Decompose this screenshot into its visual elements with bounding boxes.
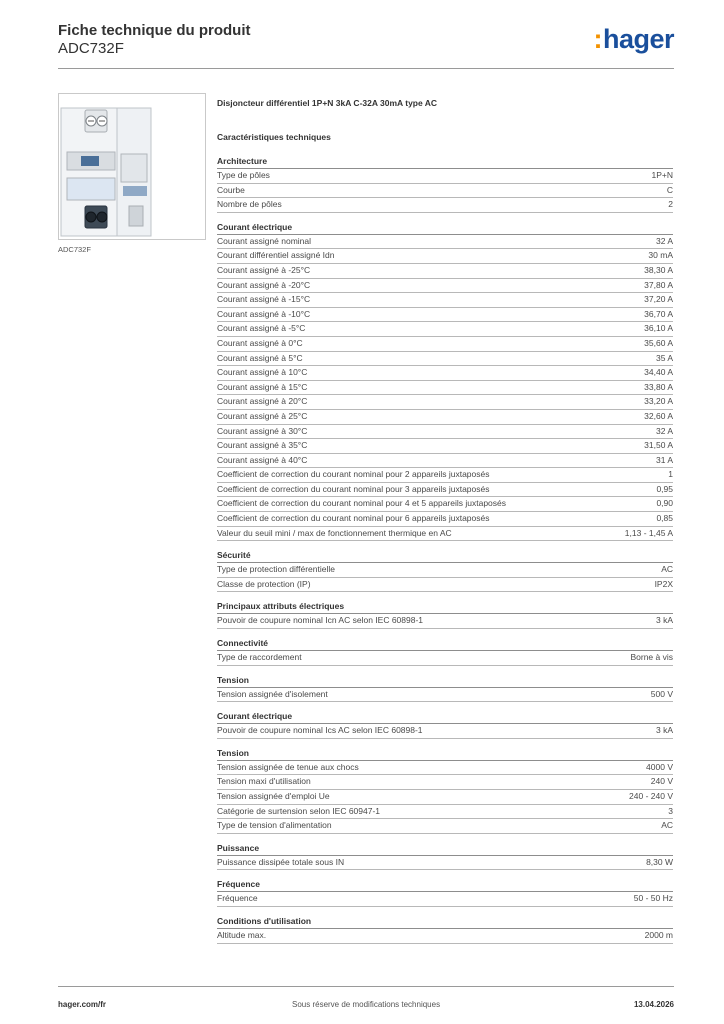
spec-row [217, 184, 673, 199]
footer-date: 13.04.2026 [633, 1000, 674, 1009]
spec-label: Courant assigné à -10°C [217, 308, 311, 319]
spec-section [217, 155, 673, 213]
section-title: Courant électrique [217, 221, 673, 235]
spec-value: 8,30 W [646, 856, 673, 867]
spec-value: 34,40 A [644, 367, 673, 378]
spec-label: Courant assigné à -5°C [217, 323, 306, 334]
spec-section [217, 747, 673, 834]
spec-section [217, 674, 673, 703]
spec-label: Altitude max. [217, 929, 267, 940]
spec-value: 2000 m [644, 929, 673, 940]
spec-row [217, 856, 673, 871]
spec-value: 33,20 A [644, 396, 673, 407]
spec-label: Courant assigné à -20°C [217, 279, 311, 290]
spec-value: 500 V [650, 688, 673, 699]
spec-sections [217, 155, 673, 944]
spec-row [217, 198, 673, 213]
spec-label: Nombre de pôles [217, 199, 282, 210]
spec-value: Borne à vis [630, 652, 673, 663]
spec-value: 3 kA [655, 615, 673, 626]
spec-value: 32,60 A [644, 410, 673, 421]
spec-value: 38,30 A [644, 264, 673, 275]
spec-label: Courant différentiel assigné Idn [217, 250, 335, 261]
hager-logo [593, 24, 674, 55]
spec-row [217, 439, 673, 454]
spec-row [217, 614, 673, 629]
spec-label: Courant assigné à 15°C [217, 381, 308, 392]
section-title: Puissance [217, 842, 673, 856]
spec-row [217, 235, 673, 250]
spec-value: 31,50 A [644, 440, 673, 451]
spec-row [217, 322, 673, 337]
spec-section [217, 842, 673, 871]
spec-value: 4000 V [646, 761, 673, 772]
spec-label: Courant assigné à -25°C [217, 264, 311, 275]
spec-value: AC [661, 820, 673, 831]
footer-website-link[interactable]: hager.com/fr [58, 1000, 107, 1009]
spec-row [217, 578, 673, 593]
spec-value: 37,20 A [644, 294, 673, 305]
spec-label: Type de pôles [217, 170, 270, 180]
spec-label: Type de raccordement [217, 652, 302, 663]
product-image [58, 93, 206, 240]
spec-row [217, 395, 673, 410]
spec-row [217, 249, 673, 264]
spec-label: Pouvoir de coupure nominal Ics AC selon IEC 60898-1 [217, 725, 423, 736]
spec-label: Type de protection différentielle [217, 564, 335, 575]
spec-value: 37,80 A [644, 279, 673, 290]
spec-label: Courant assigné à -15°C [217, 294, 311, 305]
page-footer [58, 986, 674, 1009]
spec-row [217, 527, 673, 542]
section-title: Connectivité [217, 637, 673, 651]
spec-label: Coefficient de correction du courant nominal pour 2 appareils juxtaposés [217, 469, 490, 480]
spec-value: 31 A [655, 454, 673, 465]
spec-row [217, 929, 673, 944]
spec-value: 2 [668, 199, 673, 210]
spec-row [217, 425, 673, 440]
spec-value: 36,70 A [644, 308, 673, 319]
spec-value: 1,13 - 1,45 A [624, 527, 673, 538]
spec-value: 30 mA [648, 250, 673, 261]
spec-value: 0,95 [656, 483, 673, 494]
spec-value: 33,80 A [644, 381, 673, 392]
spec-label: Courant assigné à 10°C [217, 367, 308, 378]
document-title: Fiche technique du produit [58, 22, 251, 39]
spec-row [217, 724, 673, 739]
spec-row [217, 651, 673, 666]
spec-label: Courbe [217, 184, 245, 195]
spec-value: IP2X [654, 578, 673, 589]
spec-label: Courant assigné à 30°C [217, 425, 308, 436]
spec-value: 3 kA [655, 725, 673, 736]
spec-label: Coefficient de correction du courant nominal pour 3 appareils juxtaposés [217, 483, 490, 494]
spec-row [217, 483, 673, 498]
spec-label: Courant assigné à 5°C [217, 352, 303, 363]
spec-row [217, 454, 673, 469]
spec-section [217, 600, 673, 629]
page-header [58, 20, 674, 69]
section-title: Fréquence [217, 878, 673, 892]
spec-row [217, 790, 673, 805]
spec-row [217, 497, 673, 512]
spec-label: Courant assigné à 20°C [217, 396, 308, 407]
spec-row [217, 169, 673, 184]
spec-row [217, 805, 673, 820]
spec-row [217, 337, 673, 352]
spec-value: 32 A [655, 425, 673, 436]
spec-value: 0,90 [656, 498, 673, 509]
spec-row [217, 688, 673, 703]
spec-row [217, 775, 673, 790]
section-title: Tension [217, 747, 673, 761]
section-title: Principaux attributs électriques [217, 600, 673, 614]
spec-value: AC [661, 564, 673, 575]
spec-row [217, 410, 673, 425]
spec-row [217, 279, 673, 294]
spec-value: 1P+N [651, 170, 673, 180]
spec-row [217, 264, 673, 279]
specifications-panel [217, 96, 673, 944]
spec-value: C [666, 184, 673, 195]
spec-section [217, 221, 673, 541]
image-caption: ADC732F [58, 245, 91, 254]
spec-label: Puissance dissipée totale sous IN [217, 856, 345, 867]
spec-label: Courant assigné nominal [217, 235, 312, 246]
spec-section [217, 878, 673, 907]
logo-mark: : [593, 24, 602, 54]
circuit-breaker-illustration [59, 94, 205, 239]
spec-value: 35 A [655, 352, 673, 363]
spec-row [217, 468, 673, 483]
spec-row [217, 293, 673, 308]
spec-row [217, 366, 673, 381]
spec-label: Coefficient de correction du courant nominal pour 6 appareils juxtaposés [217, 513, 490, 524]
spec-value: 32 A [655, 235, 673, 246]
spec-row [217, 563, 673, 578]
section-title: Tension [217, 674, 673, 688]
spec-value: 240 - 240 V [629, 791, 673, 801]
section-title: Sécurité [217, 549, 673, 563]
product-reference: ADC732F [58, 40, 124, 57]
spec-row [217, 352, 673, 367]
spec-label: Valeur du seuil mini / max de fonctionnement thermique en AC [217, 527, 452, 538]
spec-label: Tension assignée d'isolement [217, 688, 328, 699]
spec-section [217, 915, 673, 944]
spec-label: Tension maxi d'utilisation [217, 776, 311, 787]
spec-value: 35,60 A [644, 337, 673, 348]
spec-label: Courant assigné à 35°C [217, 440, 308, 451]
product-description: Disjoncteur différentiel 1P+N 3kA C-32A 30mA type AC [217, 98, 438, 108]
spec-row [217, 892, 673, 907]
spec-value: 1 [668, 469, 673, 480]
spec-row [217, 761, 673, 776]
spec-label: Coefficient de correction du courant nominal pour 4 et 5 appareils juxtaposés [217, 498, 507, 509]
spec-label: Pouvoir de coupure nominal Icn AC selon IEC 60898-1 [217, 615, 424, 626]
spec-value: 36,10 A [644, 323, 673, 334]
spec-label: Courant assigné à 40°C [217, 454, 308, 465]
spec-label: Tension assignée d'emploi Ue [217, 791, 330, 801]
spec-value: 240 V [650, 776, 673, 787]
spec-row [217, 819, 673, 834]
spec-value: 50 - 50 Hz [633, 893, 673, 904]
footer-notice: Sous réserve de modifications techniques [292, 1000, 441, 1009]
spec-label: Classe de protection (IP) [217, 578, 311, 589]
section-title: Architecture [217, 155, 673, 169]
spec-label: Fréquence [217, 893, 258, 904]
spec-value: 3 [668, 805, 673, 816]
technical-characteristics-title: Caractéristiques techniques [217, 132, 331, 142]
spec-label: Courant assigné à 25°C [217, 410, 308, 421]
spec-label: Type de tension d'alimentation [217, 820, 332, 831]
spec-row [217, 381, 673, 396]
logo-text: hager [602, 24, 674, 54]
spec-row [217, 512, 673, 527]
spec-section [217, 549, 673, 592]
section-title: Courant électrique [217, 710, 673, 724]
section-title: Conditions d'utilisation [217, 915, 673, 929]
spec-label: Courant assigné à 0°C [217, 337, 303, 348]
spec-row [217, 308, 673, 323]
spec-section [217, 637, 673, 666]
spec-section [217, 710, 673, 739]
spec-label: Tension assignée de tenue aux chocs [217, 761, 359, 772]
spec-label: Catégorie de surtension selon IEC 60947-1 [217, 805, 381, 816]
spec-value: 0,85 [656, 513, 673, 524]
